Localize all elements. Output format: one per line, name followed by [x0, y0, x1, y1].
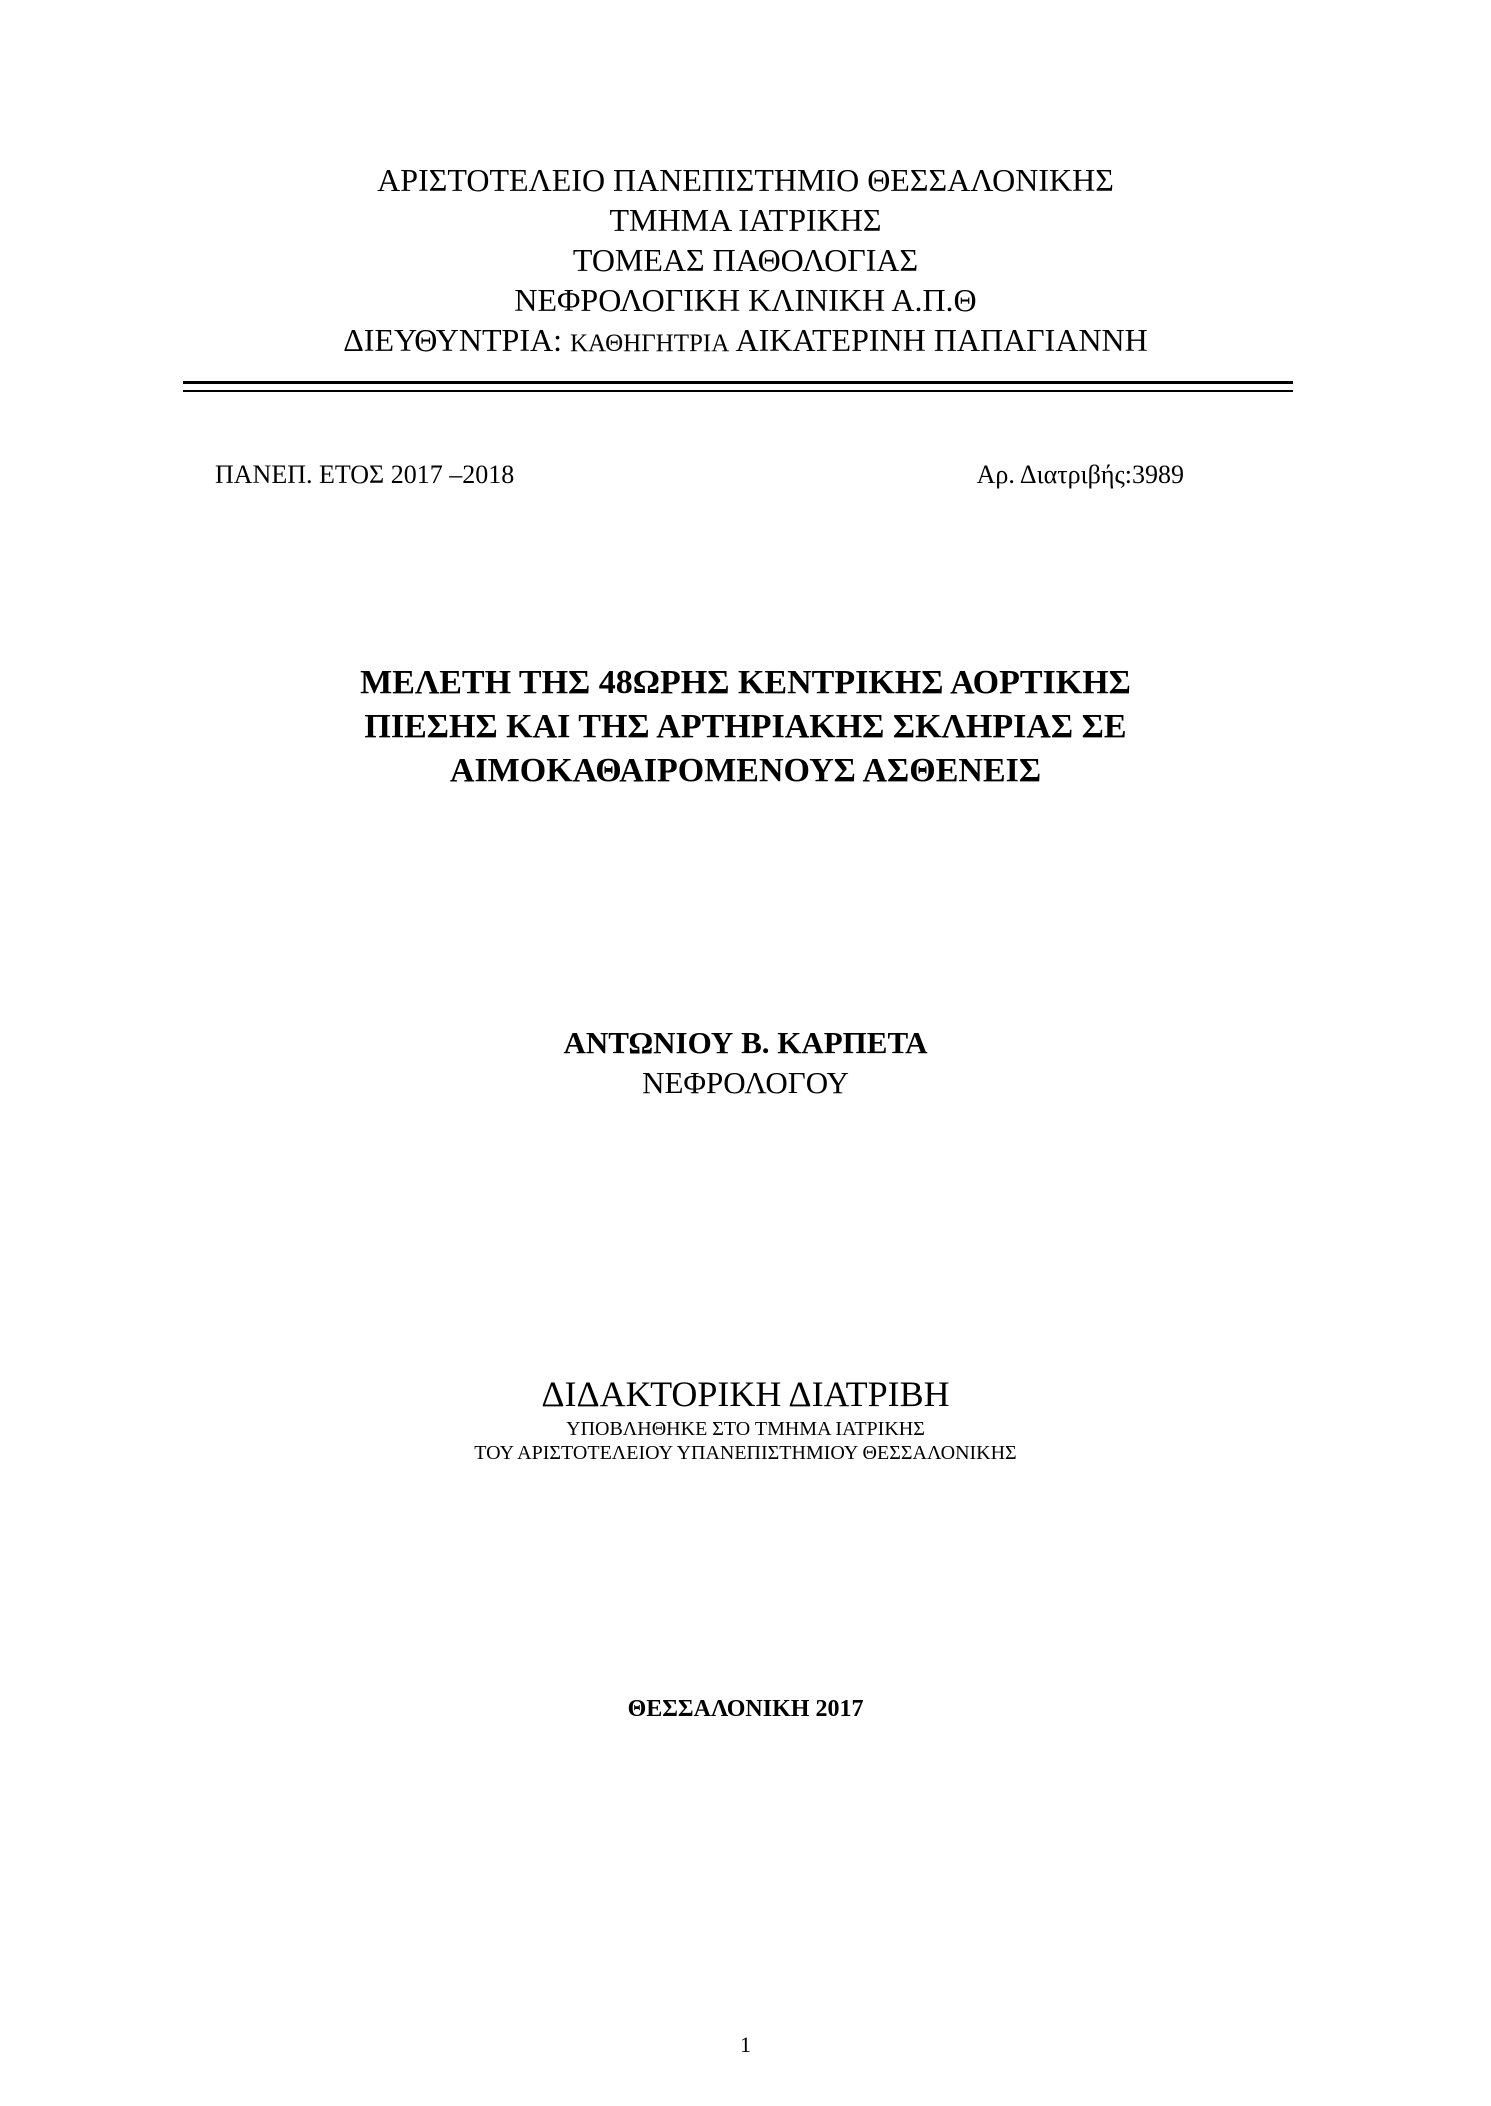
thesis-kind: ΔΙΔΑΚΤΟΡΙΚΗ ΔΙΑΤΡΙΒΗ — [541, 1374, 950, 1414]
place-year: ΘΕΣΣΑΛΟΝΙΚΗ 2017 — [627, 1696, 864, 1722]
university-name: ΑΡΙΣΤΟΤΕΛΕΙΟ ΠΑΝΕΠΙΣΤΗΜΙΟ ΘΕΣΣΑΛΟΝΙΚΗΣ — [377, 162, 1114, 198]
department-name: ΤΜΗΜΑ ΙΑΤΡΙΚΗΣ — [609, 202, 882, 238]
director-label: ΔΙΕΥΘΥΝΤΡΙΑ: — [343, 322, 562, 358]
author-name: ΑΝΤΩΝΙΟΥ Β. ΚΑΡΠΕΤΑ — [563, 1025, 928, 1060]
author-role: ΝΕΦΡΟΛΟΓΟΥ — [642, 1065, 849, 1100]
title-line-2: ΠΙΕΣΗΣ ΚΑΙ ΤΗΣ ΑΡΤΗΡΙΑΚΗΣ ΣΚΛΗΡΙΑΣ ΣΕ — [364, 708, 1127, 745]
page-number: 1 — [740, 2032, 751, 2057]
thesis-number: Αρ. Διατριβής:3989 — [976, 460, 1184, 489]
header-divider-thick — [183, 381, 1293, 384]
sector-name: ΤΟΜΕΑΣ ΠΑΘΟΛΟΓΙΑΣ — [572, 242, 919, 278]
title-line-3: ΑΙΜΟΚΑΘΑΙΡΟΜΕΝΟΥΣ ΑΣΘΕΝΕΙΣ — [449, 752, 1042, 789]
submitted-line-2: ΤΟΥ ΑΡΙΣΤΟΤΕΛΕΙΟΥ ΥΠΑΝΕΠΙΣΤΗΜΙΟΥ ΘΕΣΣΑΛΟΝΙΚΗΣ — [474, 1442, 1017, 1464]
author-block — [0, 1023, 1491, 1103]
thesis-type-block — [0, 1371, 1491, 1465]
director-rank: ΚΑΘΗΓΗΤΡΙΑ — [570, 330, 730, 357]
submitted-line-1: ΥΠΟΒΛΗΘΗΚΕ ΣΤΟ ΤΜΗΜΑ ΙΑΤΡΙΚΗΣ — [566, 1418, 925, 1440]
director-line — [0, 320, 1491, 364]
header-divider-thin — [183, 390, 1293, 392]
institution-header — [0, 160, 1491, 364]
clinic-name: ΝΕΦΡΟΛΟΓΙΚΗ ΚΛΙΝΙΚΗ Α.Π.Θ — [514, 282, 977, 318]
title-line-1: ΜΕΛΕΤΗ ΤΗΣ 48ΩΡΗΣ ΚΕΝΤΡΙΚΗΣ ΑΟΡΤΙΚΗΣ — [360, 664, 1131, 701]
thesis-title — [0, 661, 1491, 793]
academic-year: ΠΑΝΕΠ. ΕΤΟΣ 2017 –2018 — [215, 460, 515, 489]
director-name: ΑΙΚΑΤΕΡΙΝΗ ΠΑΠΑΓΙΑΝΝΗ — [735, 322, 1148, 358]
